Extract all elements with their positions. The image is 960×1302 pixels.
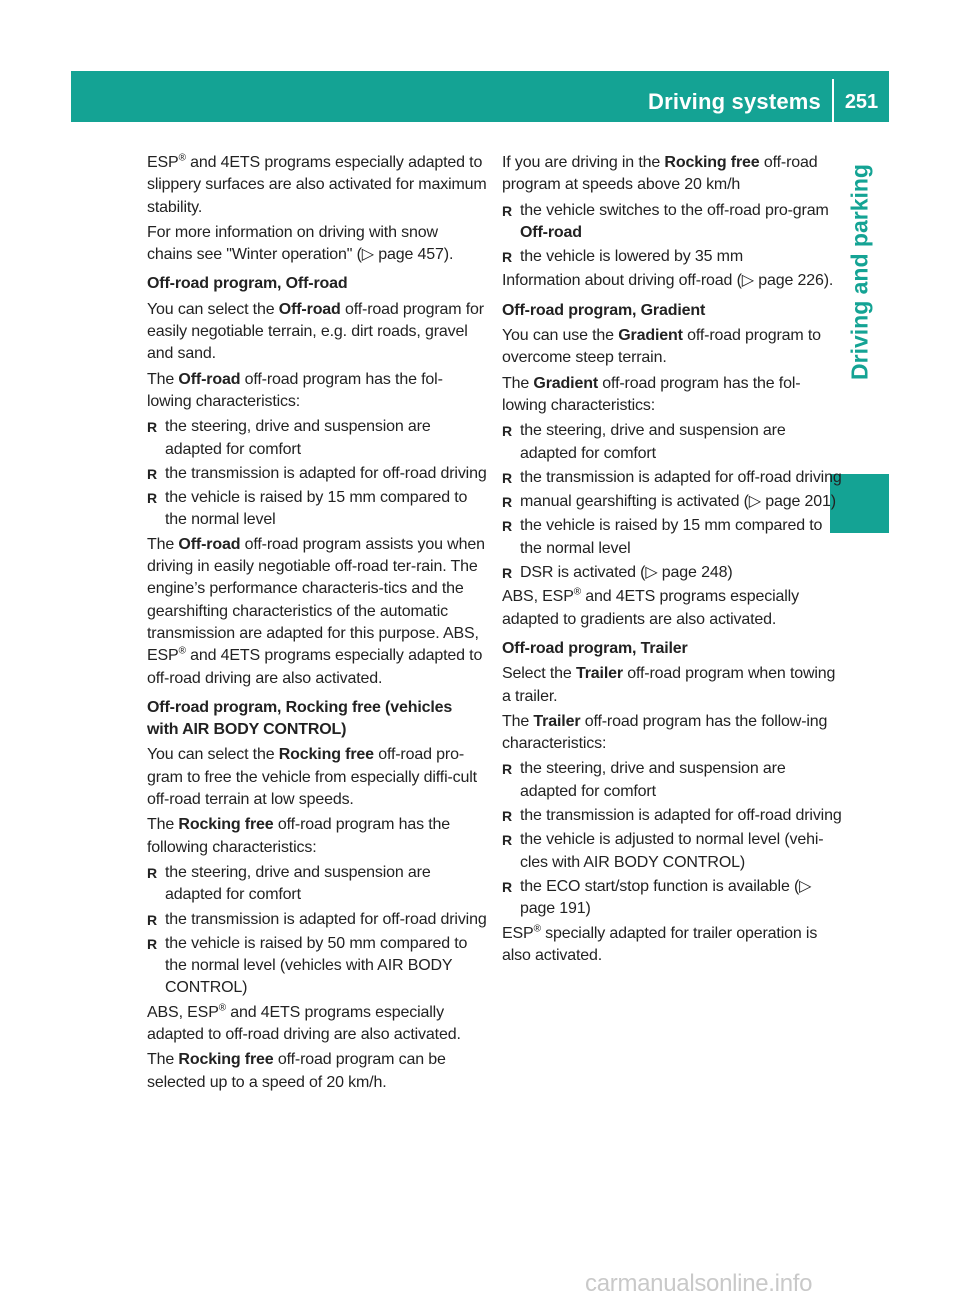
bullet-icon: R [147, 864, 157, 881]
paragraph: The Rocking free off-road program has the following characteristics: [147, 816, 451, 856]
list-item: R the transmission is adapted for off-road driving [502, 467, 842, 489]
bullet-icon: R [502, 423, 512, 440]
list-item: R DSR is activated (▷ page 248) [502, 562, 842, 584]
list-item: R the steering, drive and suspension are adapted for comfort [502, 422, 786, 462]
paragraph: ESP® specially adapted for trailer operation is also activated. [502, 923, 818, 964]
page-header [71, 71, 889, 122]
list-item: R the steering, drive and suspension are adapted for comfort [147, 863, 431, 904]
section-heading: Off-road program, Off-road [147, 275, 348, 293]
section-heading: Off-road program, Rocking free (vehicles with AIR BODY CONTROL) [147, 698, 453, 739]
bullet-icon: R [502, 761, 512, 778]
paragraph: If you are driving in the Rocking free off-road program at speeds above 20 km/h [502, 154, 818, 194]
paragraph: The Gradient off-road program has the fol-lowing characteristics: [502, 374, 801, 414]
bullet-icon: R [502, 249, 512, 266]
paragraph: ABS, ESP® and 4ETS programs especially adapted to gradients are also activated. [502, 587, 799, 628]
list-item: R manual gearshifting is activated (▷ page 201) [502, 491, 842, 513]
rocking-characteristics-list [147, 862, 487, 1000]
paragraph: The Rocking free off-road program can be selected up to a speed of 20 km/h. [147, 1051, 446, 1091]
bullet-icon: R [502, 469, 512, 486]
paragraph: The Off-road off-road program assists you when driving in easily negotiable off-road ter-rain. The engine’s performance characteris-tics and the gearshifting characteristics of the automatic transmission are adapted for this purpose. ABS, ESP® and 4ETS programs especially adapted to off-road driving are also activated. [147, 535, 485, 687]
paragraph: You can select the Rocking free off-road pro-gram to free the vehicle from especially diffi-cult off-road terrain at low speeds. [147, 746, 477, 809]
paragraph: The Off-road off-road program has the fol-lowing characteristics: [147, 370, 443, 410]
paragraph: You can select the Off-road off-road program for easily negotiable terrain, e.g. dirt roads, gravel and sand. [147, 300, 484, 363]
list-item: R the transmission is adapted for off-road driving [502, 805, 842, 827]
bullet-icon: R [502, 202, 512, 219]
offroad-characteristics-list [147, 416, 487, 531]
rocking-speed-list [502, 200, 842, 269]
paragraph: For more information on driving with snow chains see "Winter operation" (▷ page 457). [147, 223, 454, 264]
list-item: R the transmission is adapted for off-road driving [147, 463, 487, 485]
section-heading: Off-road program, Trailer [502, 639, 688, 657]
list-item: R the vehicle switches to the off-road pro-gram Off-road [502, 201, 829, 241]
left-column [147, 152, 487, 1097]
list-item: R the transmission is adapted for off-road driving [147, 909, 487, 931]
list-item: R the ECO start/stop function is available (▷ page 191) [502, 877, 812, 918]
paragraph: Information about driving off-road (▷ page 226). [502, 272, 834, 290]
paragraph: ESP® and 4ETS programs especially adapted to slippery surfaces are also activated for maximum stability. [147, 152, 487, 216]
list-item: R the vehicle is lowered by 35 mm [502, 246, 842, 268]
gradient-characteristics-list [502, 420, 842, 584]
list-item: R the vehicle is adjusted to normal level (vehi-cles with AIR BODY CONTROL) [502, 831, 824, 871]
paragraph: You can use the Gradient off-road program to overcome steep terrain. [502, 327, 821, 367]
bullet-icon: R [147, 419, 157, 436]
bullet-icon: R [502, 518, 512, 535]
watermark: carmanualsonline.info [585, 1270, 813, 1297]
bullet-icon: R [147, 490, 157, 507]
bullet-icon: R [502, 832, 512, 849]
trailer-characteristics-list [502, 758, 842, 920]
list-item: R the steering, drive and suspension are adapted for comfort [502, 760, 786, 800]
bullet-icon: R [502, 494, 512, 511]
page-number: 251 [844, 91, 879, 113]
bullet-icon: R [502, 878, 512, 895]
right-column [502, 152, 842, 970]
chapter-label: Driving and parking [846, 164, 872, 380]
section-heading: Off-road program, Gradient [502, 301, 706, 319]
list-item: R the vehicle is raised by 50 mm compared to the normal level (vehicles with AIR BODY CONTROL) [147, 934, 468, 997]
list-item: R the vehicle is raised by 15 mm compared to the normal level [502, 517, 823, 557]
paragraph: Select the Trailer off-road program when towing a trailer. [502, 665, 836, 705]
bullet-icon: R [502, 808, 512, 825]
list-item: R the steering, drive and suspension are adapted for comfort [147, 418, 431, 458]
bullet-icon: R [147, 911, 157, 928]
bullet-icon: R [147, 465, 157, 482]
paragraph: The Trailer off-road program has the follow-ing characteristics: [502, 712, 828, 753]
section-title: Driving systems [648, 89, 821, 114]
bullet-icon: R [147, 935, 157, 952]
paragraph: ABS, ESP® and 4ETS programs especially adapted to off-road driving are also activated. [147, 1002, 461, 1043]
bullet-icon: R [502, 565, 512, 582]
list-item: R the vehicle is raised by 15 mm compared to the normal level [147, 489, 468, 529]
